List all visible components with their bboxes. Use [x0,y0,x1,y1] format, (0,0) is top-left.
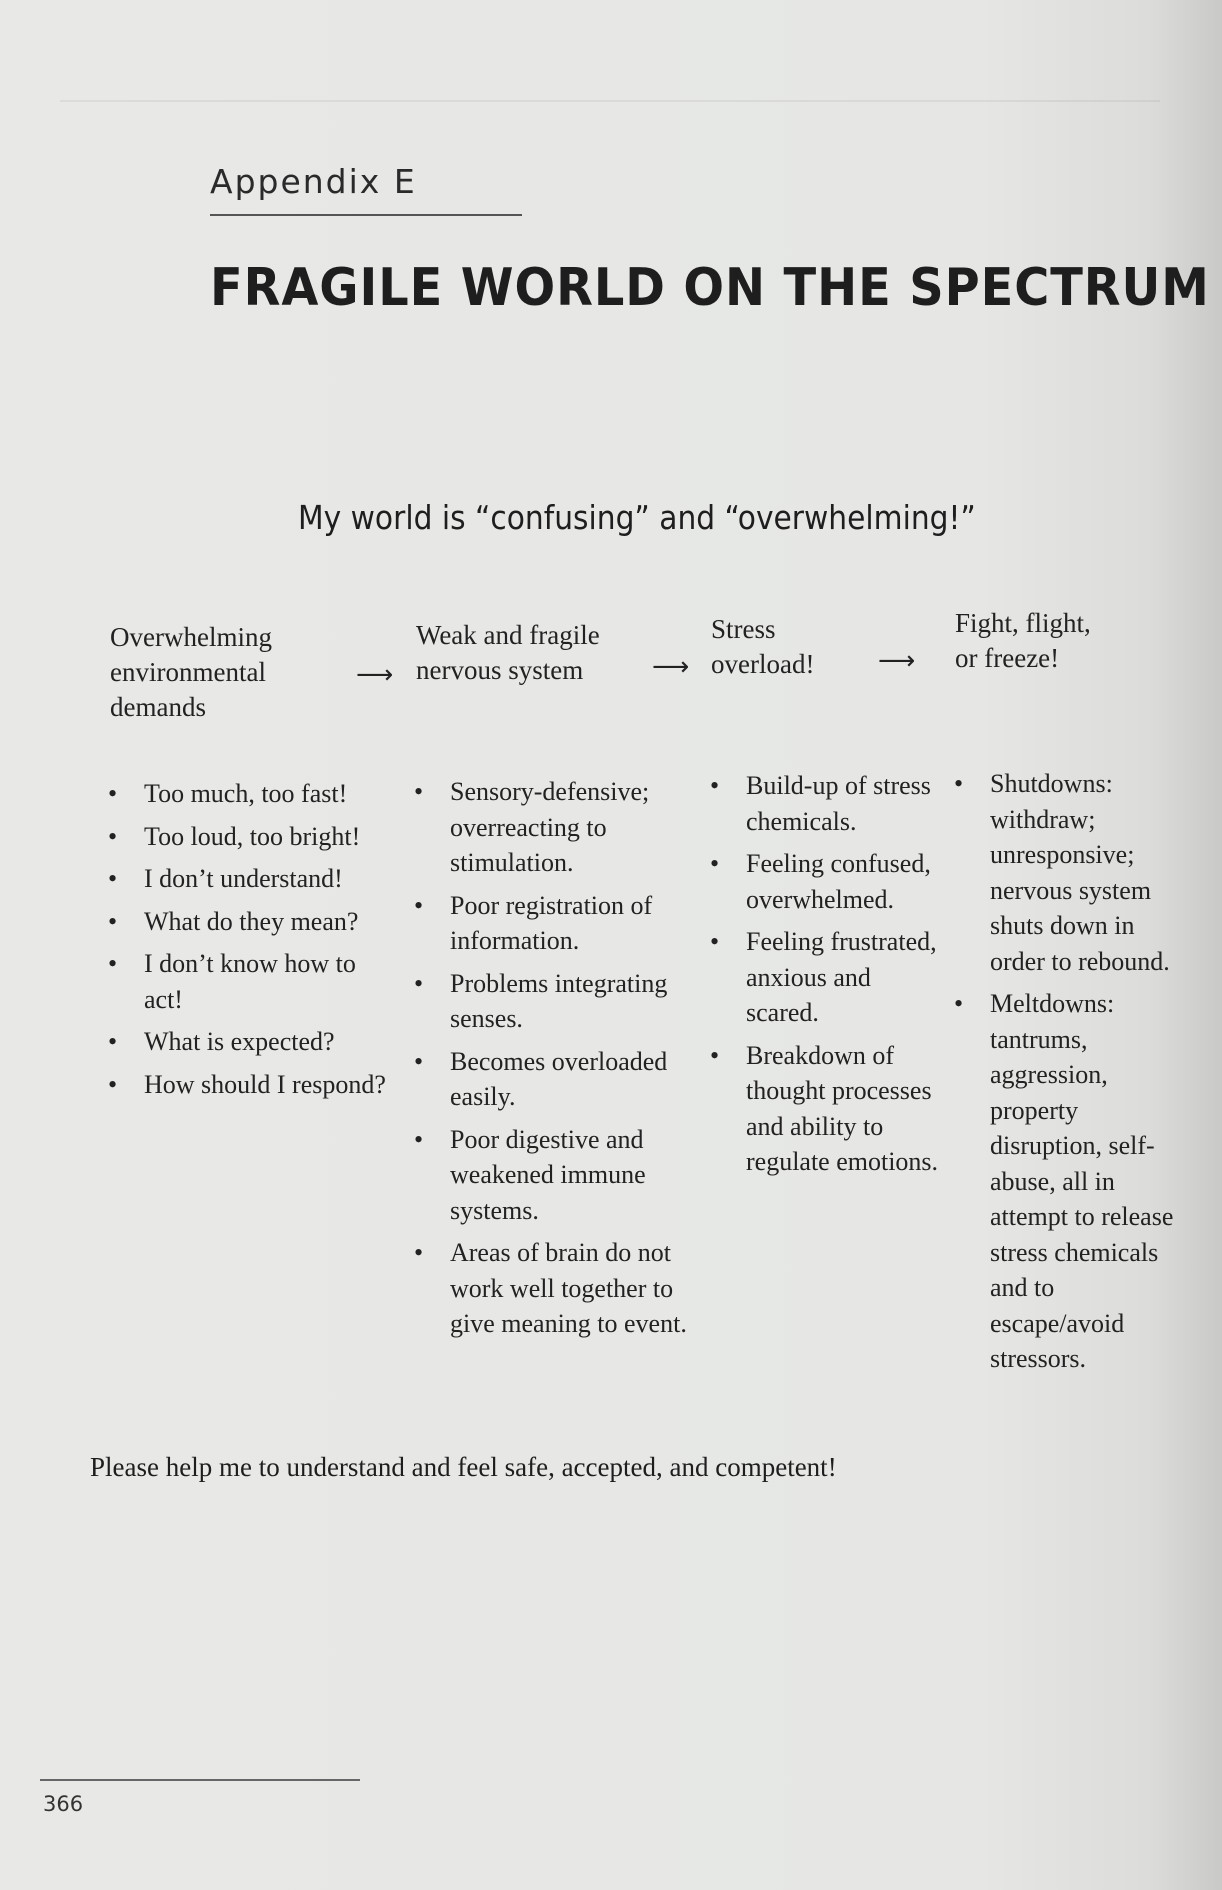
footer-rule [40,1779,360,1781]
list-item: • I don’t know how to act! [106,946,396,1017]
page-number: 366 [43,1792,84,1816]
list-item: • Sensory-defensive; overreacting to stimulation. [412,774,702,881]
heading-fight-flight: Fight, flight, or freeze! [955,608,1091,673]
page-title: FRAGILE WORLD ON THE SPECTRUM [210,258,1210,318]
list-item: • Shutdowns: withdraw; unresponsive; nervous system shuts down in order to rebound. [952,766,1184,979]
list-item: • Meltdowns: tantrums, aggression, property disruption, self-abuse, all in attempt to release stress chemicals and to escape/avoid stressors. [952,986,1184,1377]
list-item: • Areas of brain do not work well together to give meaning to event. [412,1235,702,1342]
list-item: • Feeling frustrated, anxious and scared. [708,924,940,1031]
list-item: • Too much, too fast! [106,776,396,812]
heading-demands: Overwhelming environmental demands [110,622,272,722]
diagram-subtitle: My world is “confusing” and “overwhelming!” [298,498,976,537]
list-item: • Problems integrating senses. [412,966,702,1037]
list-nervous-system [412,774,702,1349]
appendix-underline [210,214,522,216]
list-item: • Becomes overloaded easily. [412,1044,702,1115]
closing-statement: Please help me to understand and feel safe, accepted, and competent! [90,1452,837,1482]
list-fight-flight [952,766,1184,1384]
list-item: • How should I respond? [106,1067,396,1103]
list-item: • Poor digestive and weakened immune systems. [412,1122,702,1229]
arrow-icon: ⟶ [652,652,690,682]
list-item: • What is expected? [106,1024,396,1060]
list-item: • Feeling confused, overwhelmed. [708,846,940,917]
list-item: • What do they mean? [106,904,396,940]
list-item: • I don’t understand! [106,861,396,897]
list-item: • Build-up of stress chemicals. [708,768,940,839]
list-demands [106,776,396,1109]
list-item: • Too loud, too bright! [106,819,396,855]
list-item: • Breakdown of thought processes and ability to regulate emotions. [708,1038,940,1180]
heading-stress-overload: Stress overload! [711,614,815,679]
list-item: • Poor registration of information. [412,888,702,959]
arrow-icon: ⟶ [878,646,916,676]
bleed-through-line [60,88,1160,102]
list-stress-overload [708,768,940,1187]
arrow-icon: ⟶ [356,660,394,690]
appendix-label: Appendix E [210,162,417,201]
heading-nervous-system: Weak and fragile nervous system [416,620,600,685]
